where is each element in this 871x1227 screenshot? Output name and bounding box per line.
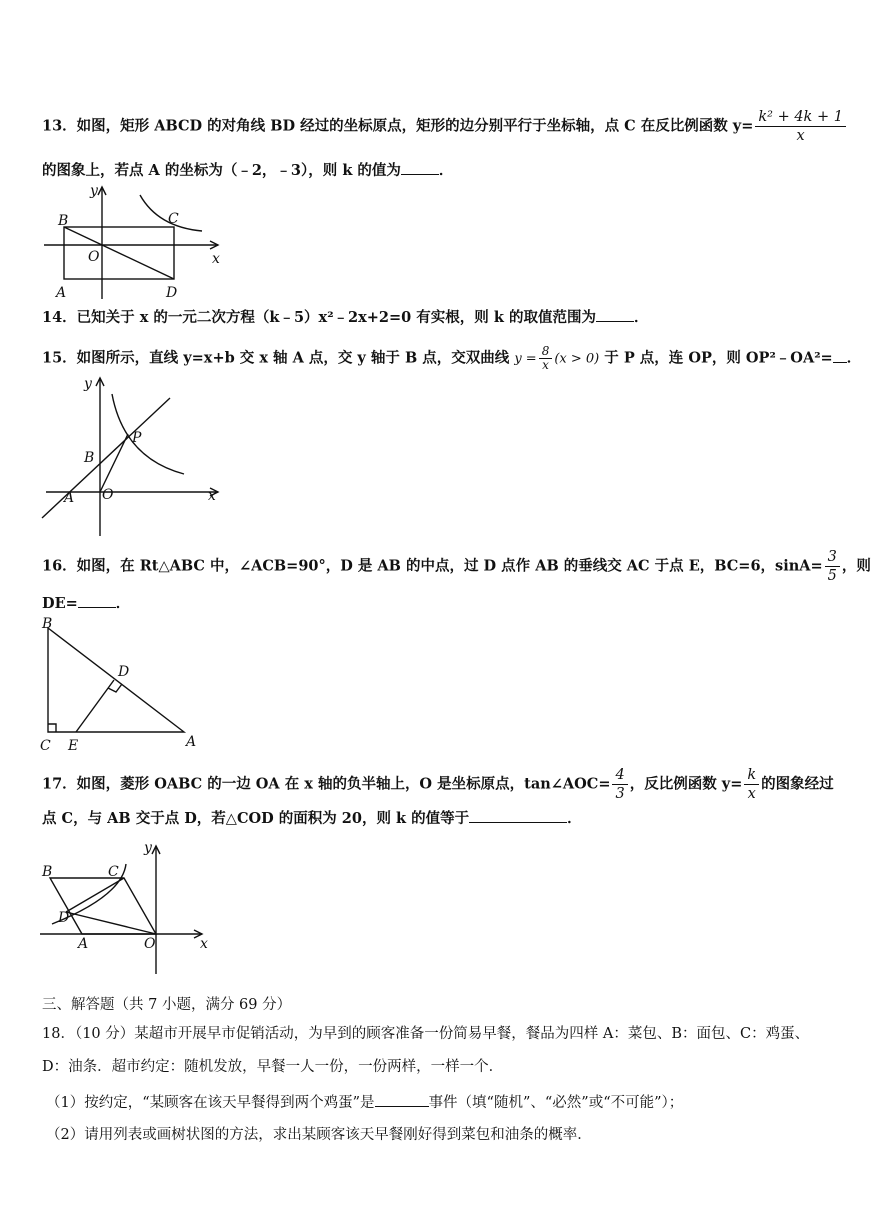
q17-fraction1 — [612, 766, 627, 803]
q17-figure — [38, 838, 218, 978]
q16-frac-num: 3 — [825, 548, 840, 567]
section-heading-text: 三、解答题（共 7 小题，满分 69 分） — [42, 997, 292, 1013]
q15-figure — [40, 372, 222, 540]
q18-text2: D：油条．超市约定：随机发放，早餐一人一份，一份两样，一样一个． — [42, 1059, 504, 1075]
q14-end: ． — [633, 309, 649, 326]
q13-end: ． — [438, 162, 454, 179]
q16-end1: ，则 — [841, 557, 871, 575]
q13-text: 13．如图，矩形 ABCD 的对角线 BD 经过的坐标原点，矩形的边分别平行于坐标轴，点 C 在反比例函数 y= — [42, 117, 754, 135]
q15-frac-num: 8 — [539, 345, 553, 359]
q13-figure — [42, 183, 232, 301]
q15-fraction — [539, 345, 553, 372]
q17-frac1-den: 3 — [615, 786, 625, 802]
q16-figure — [36, 614, 206, 754]
q17-frac1-num: 4 — [612, 766, 627, 785]
q13-frac-num: k² + 4k + 1 — [755, 108, 846, 127]
q16-label-a: A — [186, 734, 197, 750]
q18-part2 — [46, 1125, 592, 1145]
q14-answer-blank[interactable] — [596, 307, 634, 322]
q16-text2: DE= — [42, 595, 78, 612]
q16-line2 — [42, 593, 130, 614]
q15-hyperbola — [112, 394, 184, 474]
q13-answer-blank[interactable] — [401, 160, 439, 175]
q13-text2: 的图象上，若点 A 的坐标为（﹣2，﹣3），则 k 的值为 — [42, 162, 401, 179]
q16-line1 — [42, 548, 871, 585]
q18-part1-b: 事件（填“随机”、“必然”或“不可能”）； — [428, 1095, 684, 1111]
q17-line2 — [42, 808, 582, 829]
q17-label-c: C — [108, 864, 119, 880]
q13-label-x: x — [212, 251, 220, 267]
q15-text-b: 于 P 点，连 OP，则 OP²﹣OA²= — [604, 349, 833, 367]
q18-line1 — [42, 1024, 809, 1044]
q15-end: ． — [846, 349, 862, 367]
q17-line1 — [42, 766, 834, 803]
q13-line1 — [42, 108, 848, 145]
q18-part1-a: （1）按约定，“某顾客在该天早餐得到两个鸡蛋”是 — [46, 1095, 375, 1111]
q18-text1: 18．（10 分）某超市开展早市促销活动，为早到的顾客准备一份简易早餐，餐品为四样 A：菜包、B：面包、C：鸡蛋、 — [42, 1026, 810, 1042]
q13-label-d: D — [166, 285, 178, 301]
q13-label-o: O — [88, 249, 100, 265]
q13-label-y: y — [90, 183, 98, 199]
q16-label-b: B — [42, 616, 53, 632]
q14-line — [42, 307, 648, 328]
q15-label-p: P — [132, 430, 142, 446]
q16-answer-blank[interactable] — [78, 593, 116, 608]
q16-right-angle-c — [48, 724, 56, 732]
q17-label-o: O — [144, 936, 156, 952]
q17-label-a: A — [78, 936, 89, 952]
q13-fraction — [755, 108, 846, 145]
q17-label-x: x — [200, 936, 208, 952]
q15-func-prefix: y = — [514, 351, 537, 367]
section-heading — [42, 995, 291, 1015]
q15-label-b: B — [84, 450, 95, 466]
q13-label-a: A — [56, 285, 67, 301]
q15-line — [42, 345, 861, 372]
q17-label-d: D — [58, 910, 70, 926]
q15-text-a: 15．如图所示，直线 y=x+b 交 x 轴 A 点，交 y 轴于 B 点，交双曲线 — [42, 349, 510, 367]
q13-line2 — [42, 160, 453, 181]
q17-text2: 点 C，与 AB 交于点 D，若△COD 的面积为 20，则 k 的值等于 — [42, 810, 470, 827]
q17-label-y: y — [144, 840, 152, 856]
q17-frac2-num: k — [744, 766, 759, 785]
q17-text-b: ，反比例函数 y= — [629, 775, 743, 793]
q15-label-a: A — [64, 490, 75, 506]
q13-diagonal-bd — [64, 227, 174, 279]
q16-label-e: E — [68, 738, 79, 754]
q15-label-y: y — [84, 376, 92, 392]
q16-triangle — [48, 628, 184, 732]
q18-line2 — [42, 1057, 503, 1077]
q14-text: 14．已知关于 x 的一元二次方程（k﹣5）x²﹣2x+2=0 有实根，则 k 的取值范围为 — [42, 309, 596, 326]
q16-frac-den: 5 — [827, 568, 837, 584]
q18-part1-blank[interactable] — [375, 1092, 429, 1107]
q17-text-c: 的图象经过 — [761, 775, 834, 793]
q16-label-d: D — [118, 664, 130, 680]
q17-label-b: B — [42, 864, 53, 880]
q16-label-c: C — [40, 738, 51, 754]
q17-segment-cd — [66, 878, 124, 912]
q16-end2: ． — [115, 595, 131, 612]
q16-text: 16．如图，在 Rt△ABC 中，∠ACB=90°，D 是 AB 的中点，过 D 点作 AB 的垂线交 AC 于点 E，BC=6，sinA= — [42, 557, 823, 575]
q13-frac-den: x — [796, 128, 805, 144]
q13-label-c: C — [168, 211, 179, 227]
q13-label-b: B — [58, 213, 69, 229]
q15-label-x: x — [208, 488, 216, 504]
q15-label-o: O — [102, 487, 114, 503]
q18-part2-text: （2）请用列表或画树状图的方法，求出某顾客该天早餐刚好得到菜包和油条的概率． — [46, 1127, 592, 1143]
q17-frac2-den: x — [747, 786, 756, 802]
q17-answer-blank[interactable] — [469, 808, 567, 823]
q17-fraction2 — [744, 766, 759, 803]
q17-end: ． — [567, 810, 582, 827]
q15-frac-den: x — [542, 358, 549, 372]
q15-func-cond: (x > 0) — [554, 351, 600, 367]
q15-segment-op — [100, 434, 128, 492]
q15-answer-blank[interactable] — [833, 348, 847, 363]
q16-fraction — [825, 548, 840, 585]
q17-text-a: 17．如图，菱形 OABC 的一边 OA 在 x 轴的负半轴上，O 是坐标原点，tan∠AOC= — [42, 775, 611, 793]
q18-part1 — [46, 1092, 683, 1113]
